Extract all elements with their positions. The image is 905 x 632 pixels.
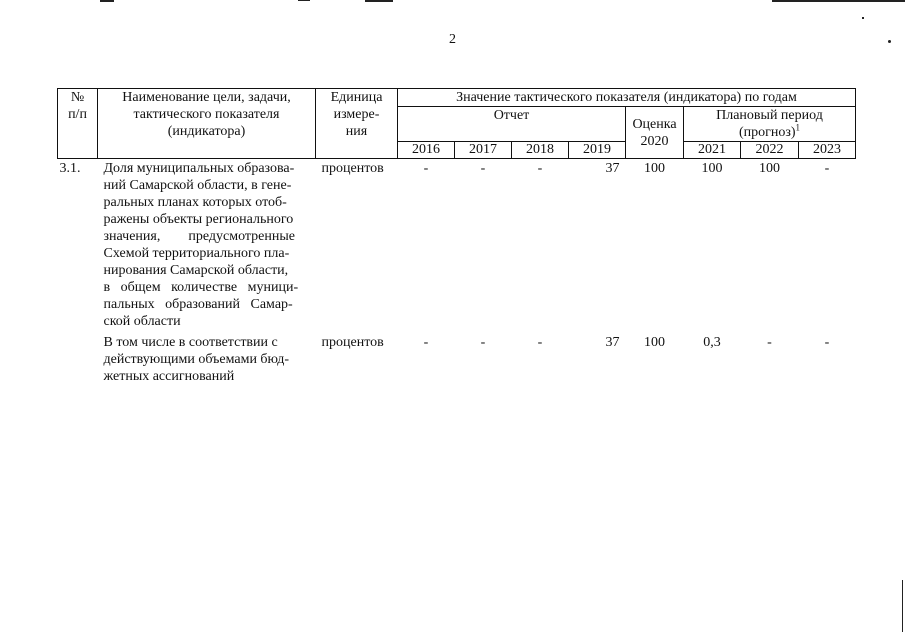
scan-artifact-top — [298, 0, 310, 1]
header-name-line: (индикатора) — [167, 124, 246, 139]
row-name-line: Схемой территориального пла- — [103, 246, 290, 261]
table-row — [58, 159, 856, 331]
header-year: 2016 — [398, 142, 455, 159]
page-number: 2 — [449, 32, 456, 47]
header-plan-line: Плановый период — [716, 108, 823, 123]
row-value: 37 — [605, 161, 620, 176]
row-value: - — [537, 335, 543, 350]
row-value: 100 — [644, 161, 665, 176]
header-estimate — [626, 107, 684, 159]
header-values-title: Значение тактического показателя (индикатора) по годам — [398, 89, 856, 107]
header-unit — [316, 89, 398, 159]
row-value: - — [537, 161, 543, 176]
row-name-line: ской области — [103, 314, 181, 329]
row-value: 37 — [605, 335, 620, 350]
row-value: - — [423, 161, 429, 176]
row-value: - — [423, 335, 429, 350]
header-year: 2021 — [684, 142, 741, 159]
row-name-line: ражены объекты регионального — [103, 212, 294, 227]
header-year: 2017 — [455, 142, 512, 159]
row-name-line: ральных планах которых отоб- — [103, 195, 287, 210]
header-num-line: № — [70, 90, 85, 105]
row-unit: процентов — [321, 161, 384, 176]
header-name-line: тактического показателя — [133, 107, 280, 122]
header-num-line: п/п — [68, 107, 87, 122]
row-name-line: нирования Самарской области, — [103, 263, 289, 278]
row-num — [58, 330, 98, 385]
header-report: Отчет — [398, 107, 626, 142]
header-plan-forecast: (прогноз) — [738, 125, 796, 140]
header-plan-line — [686, 124, 853, 141]
row-value: - — [480, 335, 486, 350]
header-unit-line: ния — [345, 124, 368, 139]
row-name-line: ний Самарской области, в гене- — [103, 178, 292, 193]
row-name-line: действующими объемами бюд- — [103, 352, 290, 367]
row-name — [98, 159, 316, 331]
header-year: 2018 — [512, 142, 569, 159]
row-value: - — [824, 161, 830, 176]
header-year: 2023 — [799, 142, 856, 159]
row-value: - — [767, 335, 772, 350]
row-name-line: Доля муниципальных образова- — [103, 161, 295, 176]
header-unit-line: Единица — [330, 90, 383, 105]
row-unit: процентов — [321, 335, 384, 350]
row-name-line: В том числе в соответствии с — [103, 335, 278, 350]
header-name — [98, 89, 316, 159]
header-unit-line: измере- — [333, 107, 380, 122]
table-row — [58, 330, 856, 385]
row-name — [98, 330, 316, 385]
row-name-line: жетных ассигнований — [103, 369, 235, 384]
scan-artifact-dot — [862, 17, 864, 19]
scan-artifact-top — [365, 0, 393, 2]
scan-artifact-top — [100, 0, 114, 2]
row-value: 100 — [701, 161, 723, 176]
row-value: 0,3 — [703, 335, 721, 350]
row-value: - — [480, 161, 486, 176]
header-year: 2022 — [741, 142, 799, 159]
row-name-line: в общем количестве муници- — [103, 280, 299, 295]
footnote-marker: 1 — [795, 122, 801, 133]
header-plan — [684, 107, 856, 142]
row-value: 100 — [644, 335, 665, 350]
scan-artifact-top — [772, 0, 905, 2]
row-value: 100 — [759, 161, 780, 176]
row-name-line: значения, предусмотренные — [103, 229, 295, 244]
row-value: - — [824, 335, 830, 350]
row-name-line: пальных образований Самар- — [103, 297, 293, 312]
scan-artifact-edge — [902, 580, 903, 632]
scan-artifact-dot — [888, 40, 891, 43]
header-estimate-line: 2020 — [640, 133, 669, 149]
header-estimate-line: Оценка — [632, 116, 677, 132]
header-num — [58, 89, 98, 159]
indicators-table — [57, 88, 856, 385]
row-num: 3.1. — [59, 161, 81, 176]
header-year: 2019 — [569, 142, 626, 159]
header-name-line: Наименование цели, задачи, — [122, 90, 291, 105]
